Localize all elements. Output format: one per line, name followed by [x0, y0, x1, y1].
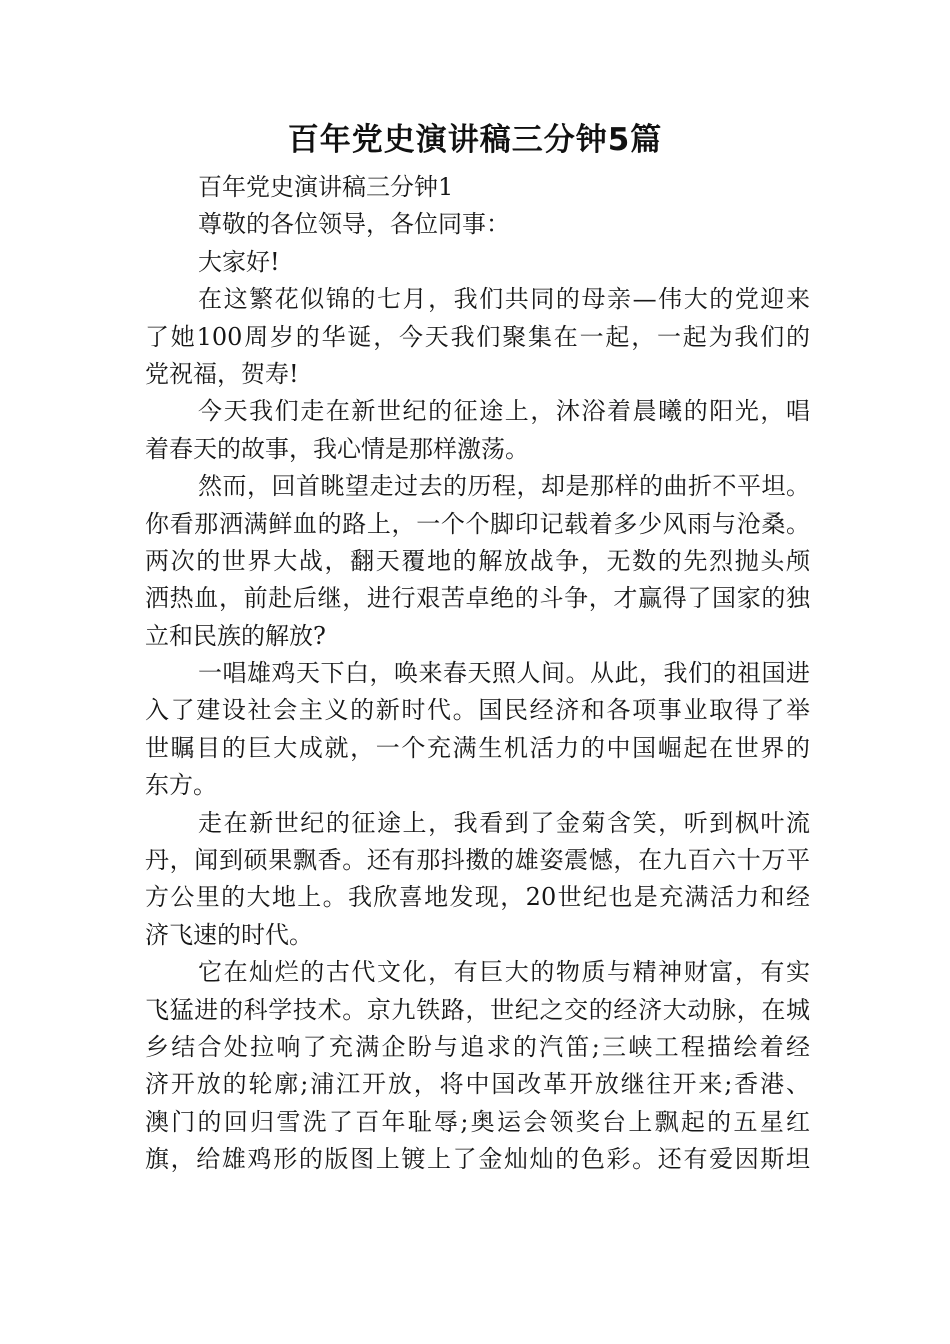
document-body: [145, 169, 810, 1179]
paragraph-line: 你看那洒满鲜血的路上，一个个脚印记载着多少风雨与沧桑。: [145, 509, 810, 538]
paragraph-line: 然而，回首眺望走过去的历程，却是那样的曲折不平坦。: [198, 472, 810, 501]
document-title: 百年党史演讲稿三分钟5篇: [287, 122, 663, 158]
paragraph-line: 丹，闻到硕果飘香。还有那抖擞的雄姿震憾，在九百六十万平: [145, 846, 810, 875]
paragraph-line: 澳门的回归雪洗了百年耻辱;奥运会领奖台上飘起的五星红: [145, 1107, 810, 1136]
paragraph-line: 党祝福，贺寿!: [145, 359, 299, 388]
paragraph-line: 百年党史演讲稿三分钟1: [198, 173, 454, 201]
paragraph-line: 济飞速的时代。: [145, 920, 313, 949]
paragraph-line: 洒热血，前赴后继，进行艰苦卓绝的斗争，才赢得了国家的独: [145, 584, 810, 613]
paragraph-line: 东方。: [145, 771, 217, 800]
paragraph-line: 一唱雄鸡天下白，唤来春天照人间。从此，我们的祖国进: [198, 659, 810, 688]
paragraph-line: 世瞩目的巨大成就，一个充满生机活力的中国崛起在世界的: [145, 733, 810, 762]
paragraph-line: 尊敬的各位领导，各位同事：: [198, 210, 510, 239]
paragraph-line: 走在新世纪的征途上，我看到了金菊含笑，听到枫叶流: [198, 808, 810, 837]
paragraph-line: 两次的世界大战，翻天覆地的解放战争，无数的先烈抛头颅: [145, 546, 810, 575]
paragraph-line: 方公里的大地上。我欣喜地发现，20世纪也是充满活力和经: [145, 883, 810, 912]
paragraph-line: 在这繁花似锦的七月，我们共同的母亲—伟大的党迎来: [198, 285, 810, 314]
paragraph-line: 着春天的故事，我心情是那样激荡。: [145, 434, 529, 463]
paragraph-line: 立和民族的解放?: [145, 621, 326, 650]
paragraph-line: 乡结合处拉响了充满企盼与追求的汽笛;三峡工程描绘着经: [145, 1032, 810, 1061]
paragraph-line: 济开放的轮廓;浦江开放，将中国改革开放继往开来;香港、: [145, 1070, 810, 1099]
paragraph-line: 了她100周岁的华诞，今天我们聚集在一起，一起为我们的: [145, 322, 810, 351]
paragraph-line: 大家好!: [198, 247, 280, 276]
paragraph-line: 旗，给雄鸡形的版图上镀上了金灿灿的色彩。还有爱因斯坦: [145, 1145, 810, 1174]
paragraph-line: 今天我们走在新世纪的征途上，沐浴着晨曦的阳光，唱: [198, 397, 810, 426]
paragraph-line: 飞猛进的科学技术。京九铁路，世纪之交的经济大动脉，在城: [145, 995, 810, 1024]
paragraph-line: 它在灿烂的古代文化，有巨大的物质与精神财富，有实: [198, 958, 810, 987]
paragraph-line: 入了建设社会主义的新时代。国民经济和各项事业取得了举: [145, 696, 810, 725]
